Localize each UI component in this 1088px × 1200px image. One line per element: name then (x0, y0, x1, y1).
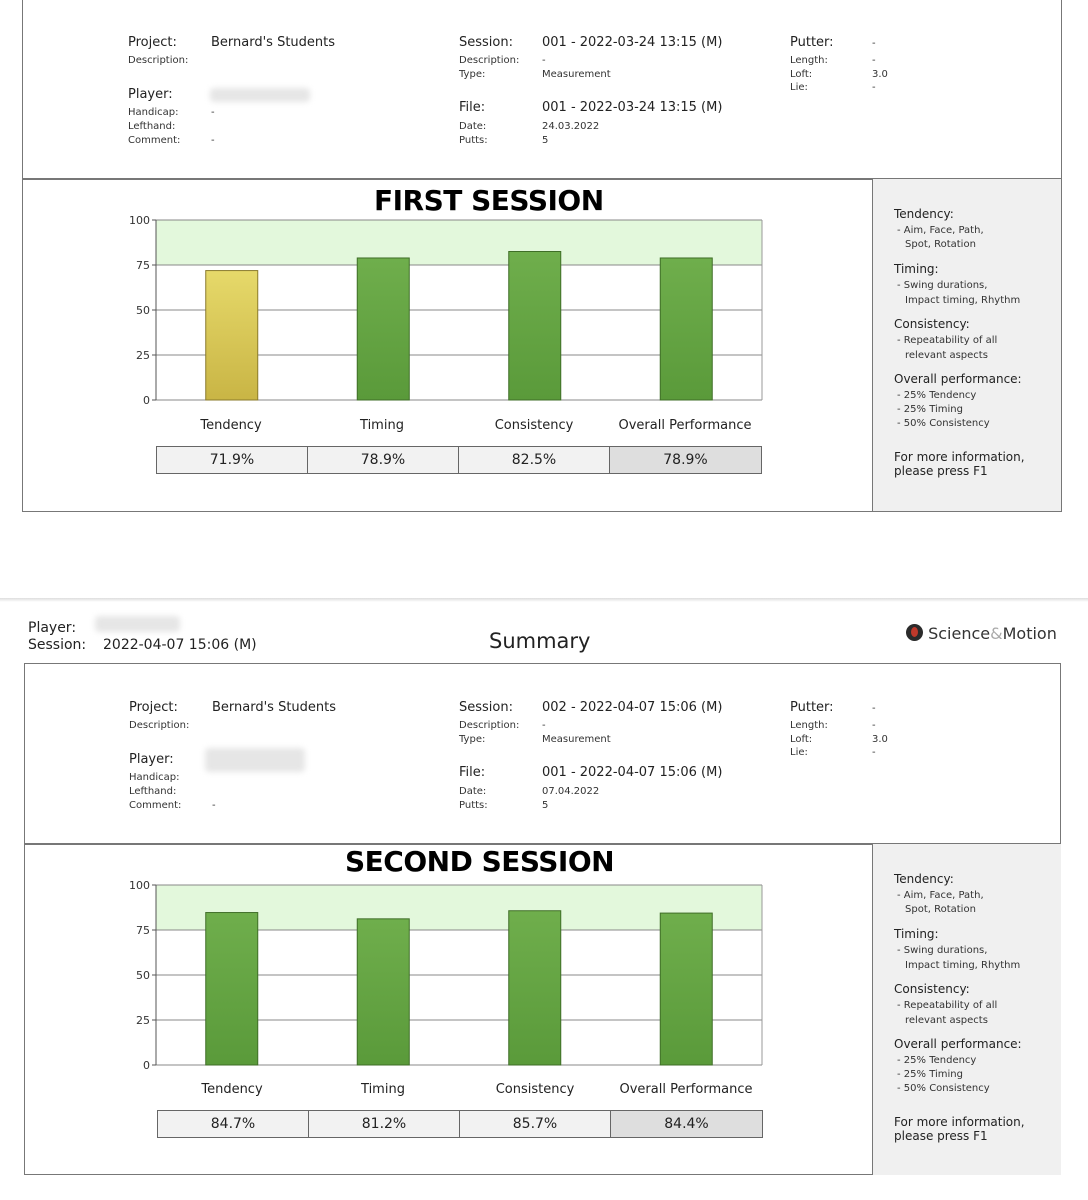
loft-value: 3.0 (872, 69, 888, 80)
comment-value: - (212, 800, 216, 811)
lefthand-label: Lefthand: (128, 121, 176, 132)
bar (357, 258, 409, 400)
bar (660, 258, 712, 400)
y-tick-label: 25 (136, 1014, 150, 1027)
logo-icon (906, 624, 923, 641)
bar-chart (110, 205, 775, 410)
file-value: 001 - 2022-03-24 13:15 (M) (542, 100, 723, 115)
type-label: Type: (459, 734, 486, 745)
player-name-redacted (95, 616, 180, 632)
sidebar-help-text: For more information, (894, 450, 1025, 464)
length-value: - (872, 720, 876, 731)
bar (206, 913, 258, 1065)
lefthand-label: Lefthand: (129, 786, 177, 797)
date-label: Date: (459, 121, 487, 132)
category-label: Tendency (201, 1082, 263, 1097)
session-label: Session: (28, 637, 87, 653)
sidebar-overall-title: Overall performance: (894, 372, 1022, 386)
bar (206, 271, 258, 400)
putts-label: Putts: (459, 800, 488, 811)
sidebar-timing-title: Timing: (894, 262, 939, 276)
sidebar-help-text: please press F1 (894, 464, 988, 478)
project-label: Project: (128, 35, 177, 50)
type-label: Type: (459, 69, 486, 80)
session-heading: FIRST SESSION (374, 184, 604, 217)
category-label: Overall Performance (618, 418, 752, 433)
putts-label: Putts: (459, 135, 488, 146)
description-label: Description: (128, 55, 189, 66)
bar (509, 911, 561, 1065)
category-label: Consistency (495, 1082, 575, 1097)
value-table (157, 1110, 763, 1138)
category-label: Timing (360, 418, 404, 433)
category-label: Tendency (200, 418, 262, 433)
player-label: Player: (128, 87, 173, 102)
lie-value: - (872, 82, 876, 93)
sidebar-tendency-desc: - Aim, Face, Path, (897, 890, 984, 901)
loft-value: 3.0 (872, 734, 888, 745)
sidebar-overall-desc: - 25% Timing (897, 404, 963, 415)
session-description-value: - (542, 720, 546, 731)
page-title: Summary (489, 629, 591, 653)
length-label: Length: (790, 55, 828, 66)
value-cell: 81.2% (308, 1110, 460, 1138)
sidebar-tendency-desc: Spot, Rotation (905, 904, 976, 915)
lie-label: Lie: (790, 747, 808, 758)
loft-label: Loft: (790, 69, 813, 80)
report-first (0, 0, 1088, 520)
sidebar-tendency-desc: - Aim, Face, Path, (897, 225, 984, 236)
info-sidebar (872, 179, 1061, 511)
logo-amp: & (990, 624, 1003, 643)
bar (509, 252, 561, 401)
putts-value: 5 (542, 800, 549, 811)
brand-logo (906, 624, 1057, 643)
sidebar-consistency-desc: - Repeatability of all (897, 1000, 998, 1011)
sidebar-overall-desc: - 50% Consistency (897, 1083, 990, 1094)
sidebar-tendency-title: Tendency: (894, 207, 954, 221)
date-value: 24.03.2022 (542, 121, 600, 132)
sidebar-consistency-title: Consistency: (894, 982, 970, 996)
player-name-redacted (210, 88, 310, 102)
file-label: File: (459, 765, 486, 780)
lie-value: - (872, 747, 876, 758)
lie-label: Lie: (790, 82, 808, 93)
sidebar-consistency-desc: - Repeatability of all (897, 335, 998, 346)
putter-value: - (872, 703, 876, 714)
logo-text: Motion (1002, 624, 1057, 643)
y-tick-label: 100 (129, 879, 150, 892)
file-label: File: (459, 100, 486, 115)
project-value: Bernard's Students (211, 35, 336, 50)
session-description-label: Description: (459, 720, 520, 731)
loft-label: Loft: (790, 734, 813, 745)
putts-value: 5 (542, 135, 549, 146)
player-label: Player: (129, 752, 174, 767)
putter-label: Putter: (790, 700, 834, 715)
info-sidebar (872, 844, 1061, 1175)
report-second (0, 663, 1088, 1193)
sidebar-timing-desc: Impact timing, Rhythm (905, 295, 1021, 306)
project-label: Project: (129, 700, 178, 715)
putter-label: Putter: (790, 35, 834, 50)
sidebar-overall-desc: - 25% Tendency (897, 390, 977, 401)
description-label: Description: (129, 720, 190, 731)
type-value: Measurement (542, 69, 611, 80)
sidebar-timing-desc: - Swing durations, (897, 280, 988, 291)
y-tick-label: 0 (143, 1059, 150, 1072)
category-label: Overall Performance (619, 1082, 753, 1097)
session-description-value: - (542, 55, 546, 66)
bar (357, 919, 409, 1065)
handicap-label: Handicap: (129, 772, 180, 783)
date-label: Date: (459, 786, 487, 797)
value-table (156, 446, 762, 474)
session-value: 2022-04-07 15:06 (M) (103, 637, 257, 653)
value-cell: 85.7% (459, 1110, 611, 1138)
sidebar-tendency-title: Tendency: (894, 872, 954, 886)
sidebar-consistency-desc: relevant aspects (905, 1015, 988, 1026)
page-top-edge (0, 598, 1088, 602)
session-value: 002 - 2022-04-07 15:06 (M) (542, 700, 723, 715)
y-tick-label: 50 (136, 969, 150, 982)
sidebar-timing-desc: - Swing durations, (897, 945, 988, 956)
logo-text: Science (928, 624, 991, 643)
handicap-value: - (211, 107, 215, 118)
session-description-label: Description: (459, 55, 520, 66)
session-label: Session: (459, 35, 513, 50)
sidebar-overall-desc: - 25% Timing (897, 1069, 963, 1080)
file-value: 001 - 2022-04-07 15:06 (M) (542, 765, 723, 780)
y-tick-label: 100 (129, 214, 150, 227)
bar-chart (110, 870, 775, 1075)
value-cell: 71.9% (156, 446, 308, 474)
date-value: 07.04.2022 (542, 786, 600, 797)
comment-label: Comment: (129, 800, 182, 811)
session-label: Session: (459, 700, 513, 715)
category-label: Timing (361, 1082, 405, 1097)
value-cell: 82.5% (458, 446, 610, 474)
bar (660, 913, 712, 1065)
y-tick-label: 0 (143, 394, 150, 407)
handicap-label: Handicap: (128, 107, 179, 118)
sidebar-timing-desc: Impact timing, Rhythm (905, 960, 1021, 971)
y-tick-label: 75 (136, 924, 150, 937)
session-heading: SECOND SESSION (345, 845, 615, 878)
comment-label: Comment: (128, 135, 181, 146)
value-cell: 78.9% (307, 446, 459, 474)
sidebar-timing-title: Timing: (894, 927, 939, 941)
sidebar-consistency-desc: relevant aspects (905, 350, 988, 361)
type-value: Measurement (542, 734, 611, 745)
y-tick-label: 75 (136, 259, 150, 272)
summary-header (0, 598, 1088, 668)
player-name-redacted (205, 748, 305, 772)
y-tick-label: 50 (136, 304, 150, 317)
putter-value: - (872, 38, 876, 49)
length-value: - (872, 55, 876, 66)
project-value: Bernard's Students (212, 700, 337, 715)
sidebar-consistency-title: Consistency: (894, 317, 970, 331)
player-label: Player: (28, 620, 77, 636)
length-label: Length: (790, 720, 828, 731)
sidebar-overall-title: Overall performance: (894, 1037, 1022, 1051)
y-tick-label: 25 (136, 349, 150, 362)
sidebar-help-text: For more information, (894, 1115, 1025, 1129)
sidebar-tendency-desc: Spot, Rotation (905, 239, 976, 250)
comment-value: - (211, 135, 215, 146)
sidebar-overall-desc: - 25% Tendency (897, 1055, 977, 1066)
sidebar-help-text: please press F1 (894, 1129, 988, 1143)
value-cell: 78.9% (609, 446, 762, 474)
category-label: Consistency (494, 418, 574, 433)
session-value: 001 - 2022-03-24 13:15 (M) (542, 35, 723, 50)
value-cell: 84.7% (157, 1110, 309, 1138)
value-cell: 84.4% (610, 1110, 763, 1138)
sidebar-overall-desc: - 50% Consistency (897, 418, 990, 429)
